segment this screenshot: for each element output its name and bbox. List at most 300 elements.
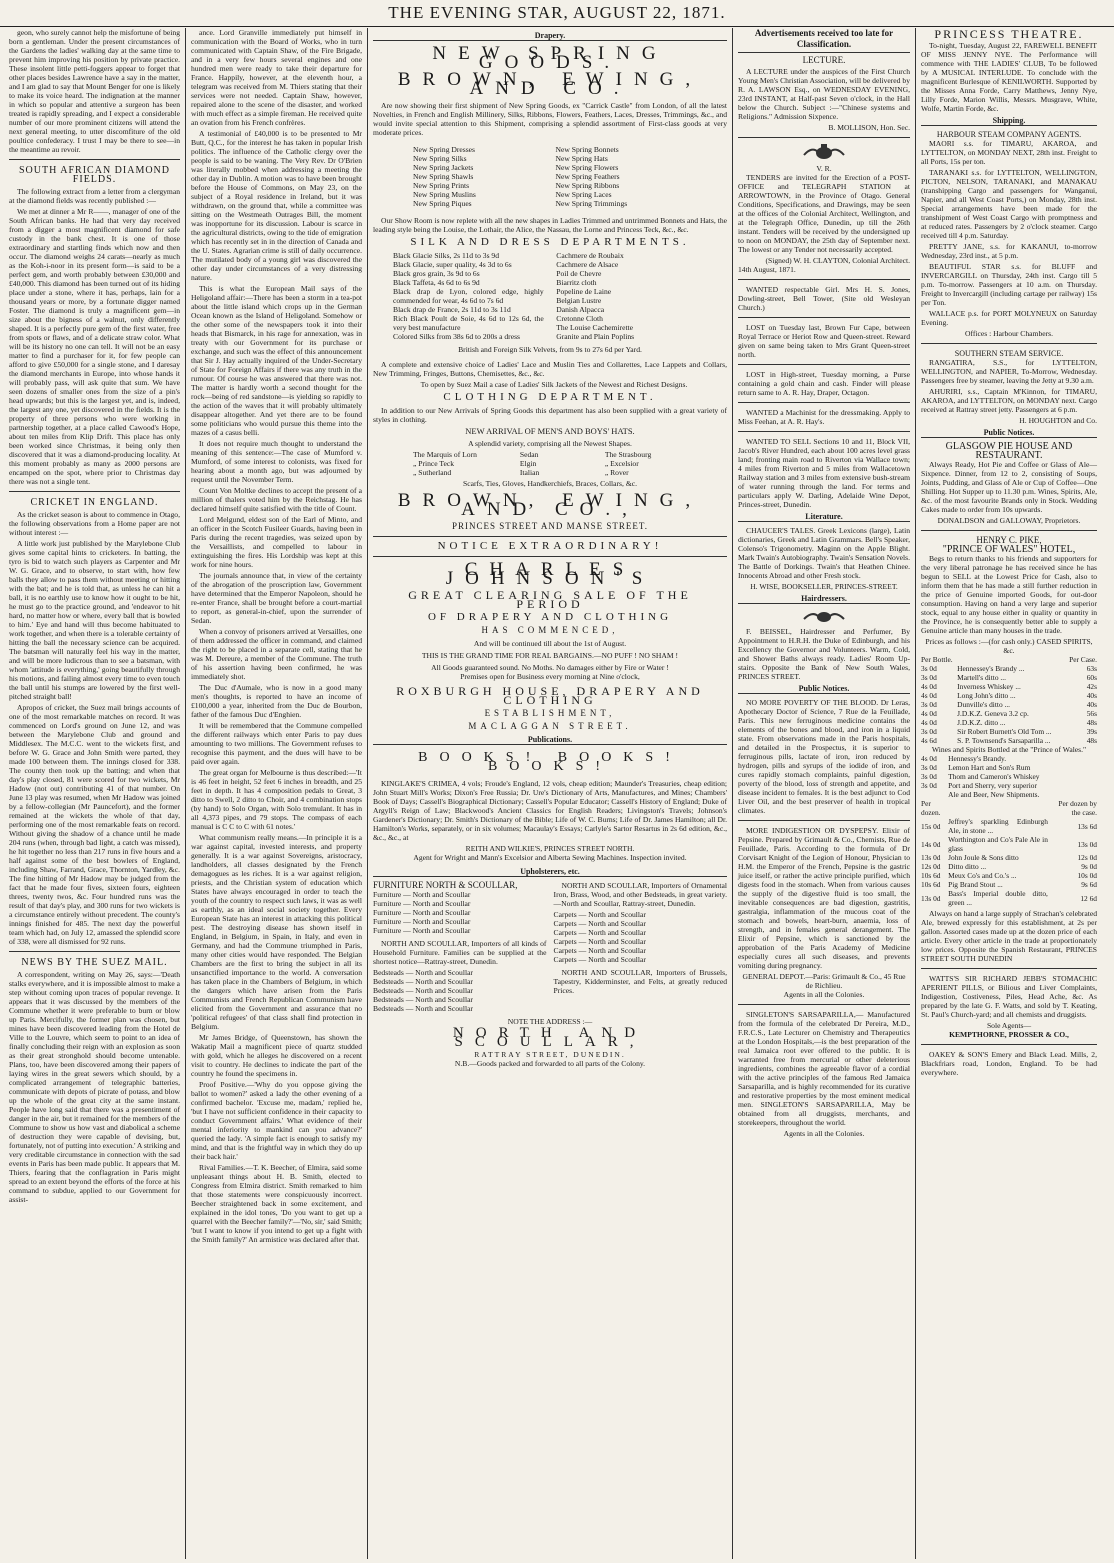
ad-headline: V. R. (816, 164, 832, 173)
ad-headline: GREAT CLEARING SALE OF THE PERIOD (408, 588, 692, 611)
ad-subheading: SOUTHERN STEAM SERVICE. (954, 349, 1064, 358)
ad-signature: H. WISE, BOOKSELLER, PRINCES-STREET. (750, 582, 898, 591)
list-item: New Spring Prints (413, 181, 470, 190)
list-item: New Spring Ribbons (555, 181, 620, 190)
table-cell: 40s (1086, 700, 1097, 709)
shipping-ad: MAORI s.s. for TIMARU, AKAROA, and LYTTELTON, on MONDAY NEXT, 28th inst. Freight to all Ports, 15s per ton. (921, 139, 1097, 166)
list-item: Bedsteads — North and Scoullar (373, 977, 473, 986)
table-row (921, 835, 1097, 853)
table-row (921, 862, 1097, 871)
list-item: Bedsteads — North and Scoullar (373, 986, 473, 995)
ad-text: NORTH AND SCOULLAR, Importers of Ornamental Iron, Brass, Wood, and other Bedsteads, in great variety.—North and Scoullar, Rattray-street, Dunedin. (553, 881, 727, 908)
ad-subheading: HAS COMMENCED, (481, 625, 619, 635)
table-cell: 3s 0d (921, 727, 937, 736)
article-text: Count Von Moltke declines to accept the present of a million of thalers voted him by the Reichstag. He has declared himself quite satisfied with the title of Count. (191, 486, 362, 513)
price-table-ales (921, 754, 1097, 907)
table-row (921, 700, 1097, 709)
table-cell (1048, 772, 1097, 781)
divider (9, 951, 180, 952)
list-item: Biarritz cloth (556, 278, 597, 287)
ad-text: TENDERS are invited for the Erection of a POST-OFFICE and TELEGRAPH STATION at ARROWTOWN, in the Province of Otago. General Conditions, Specifications, and Drawings, may be seen at the offices of the Colonial Architect, Wellington, and at the Telegraph Office, Dunedin, up till the 26th instant. Tenders will be received by the undersigned up to noon on MONDAY, the 25th day of September next. The lowest or any Tender not necessarily accepted. (738, 173, 910, 254)
table-row (921, 682, 1097, 691)
ad-subheading: ESTABLISHMENT, (484, 708, 616, 718)
table-cell: Worthington and Co's Pale Ale in glass (948, 835, 1048, 853)
ad-text: Agents in all the Colonies. (783, 990, 865, 999)
list-item: Carpets — North and Scoullar (553, 937, 646, 946)
table-cell: S. P. Townsend's Sarsaparilla ... (957, 736, 1051, 745)
article-text: Lord Melgund, eldest son of the Earl of Minto, and an officer in the Scotch Fusileer Guards, having been in Paris during the recent tragedies, was seized upon by the Versaillists, and compelled to labour in extinguishing the fires. His Lordship was kept at this work for nine hours. (191, 515, 362, 569)
divider (921, 343, 1097, 344)
list-item: New Spring Dresses (413, 145, 476, 154)
list-item: New Spring Piques (413, 199, 472, 208)
ad-firm-name: CHARLES JOHNSON'S (445, 559, 655, 589)
table-cell: Bass's Imperial double ditto, green ... (948, 889, 1048, 907)
table-cell: Hennessey's Brandy ... (957, 664, 1025, 673)
article-text: It will be remembered that the Commune compelled the different railways which enter Paris to pay dues amounting to two millions. The Government refuses to recognise this payment, and the dues will have to be paid over again. (191, 721, 362, 766)
table-cell: 13s 0d (1077, 839, 1097, 849)
article-text: The Duc d'Aumale, who is now in a good many men's thoughts, is reported to have an income of £100,000 a year, inherited from the Duc de Bourbon, father of the famous Duc d'Enghien. (191, 683, 362, 719)
ad-signature: B. MOLLISON, Hon. Sec. (828, 123, 910, 132)
list-item: New Spring Jackets (413, 163, 474, 172)
table-cell: 4s 0d (921, 682, 937, 691)
ad-headline: ROXBURGH HOUSE, DRAPERY AND CLOTHING (396, 684, 704, 707)
list-item: New Spring Laces (555, 190, 612, 199)
list-item: New Spring Feathers (555, 172, 620, 181)
list-item: Granite and Plain Poplins (556, 332, 635, 341)
ad-text: Offices : Harbour Chambers. (964, 329, 1053, 338)
list-item: Sedan (519, 450, 539, 459)
list-item: Carpets — North and Scoullar (553, 946, 646, 955)
article-text: This is what the European Mail says of the Heligoland affair:—There has been a storm in a tea-pot about the little island which crops up in the German Ocean known as the Island of Heligoland. Somehow or the other some of the newspapers took it into their heads that Bismarck, in his rage for annexation, was in treaty with our Government for its purchase or exchange, and such was the effect of this announcement that Sir J. Hay actually inquired of the Under-Secretary of State for Foreign Affairs if there was any truth in the rumour. Of course he was answered that there was not. The matter is hardly worth a second thought for the rock—being of red sandstone—is yielding so rapidly to the action of the waves that it will probably ultimately disappear altogether. And yet there are to be found some politicians who would pursue this theme into the mazes of a casus belli. (191, 284, 362, 437)
lecture-ad (738, 56, 910, 132)
price-table-spirits (921, 655, 1097, 745)
section-heading: Advertisements received too late for Classification. (738, 28, 910, 53)
list-item: Black Glacie Silks, 2s 11d to 3s 9d (393, 251, 500, 260)
table-cell (1048, 763, 1097, 772)
table-row (921, 727, 1097, 736)
ad-text: A splendid variety, comprising all the Newest Shapes. (468, 439, 632, 448)
royal-crest-icon (796, 608, 852, 624)
list-item: Black Taffeta, 4s 6d to 6s 9d (393, 278, 480, 287)
ad-text: Wines and Spirits Bottled at the "Prince of Wales." (931, 745, 1087, 754)
divider (921, 1044, 1097, 1045)
divider (738, 820, 910, 821)
ad-headline: "PRINCE OF WALES" HOTEL, (942, 544, 1076, 555)
list-item: Black gros grain, 3s 9d to 6s (393, 269, 480, 278)
table-row (921, 763, 1097, 772)
column-5 (916, 28, 1102, 1559)
divider (738, 431, 910, 432)
ad-firm-name: HENRY C. PIKE, (976, 535, 1042, 545)
ad-text: Always on hand a large supply of Strachan's celebrated Ale, brewed expressly for this establishment, at 2s per gallon. Assorted cases made up at the dozen price of each article. Every other article in the trade at proportionately low prices. Opposite the Spanish Restaurant, PRINCES STREET SOUTH DUNEDIN (921, 909, 1097, 963)
article-text: geon, who surely cannot help the misfortune of being born a gentleman. Under the present circumstances of the Gardens the ladies' walking day at the same time to prevent him improving his position by private practice. These insolent little petti-foggers appear to forget that other places besides Lawrence have a say in the matter, and I am glad to say that Mount Benger for one is likely to make its voice heard. The indignation at the manner in which so popular and attentive a surgeon has been treated is rapidly spreading, and I expect a considerable number of our more prominent citizens will attend the next general meeting, to utter discomfiture of the old poultice confederacy. I trust I may be there to see—in the meantime au revoir. (9, 28, 180, 154)
table-cell: 10s 0d (1077, 871, 1097, 880)
table-cell: 3s 0d (921, 763, 937, 772)
table-cell: 13s 6d (1077, 821, 1097, 831)
table-cell: 4s 0d (921, 709, 937, 718)
ad-headline: NEW SPRING GOODS. (432, 43, 668, 73)
column-3-drapery (368, 28, 733, 1559)
table-cell: Inverness Whiskey ... (957, 682, 1021, 691)
ad-headline: PRINCESS THEATRE. (934, 28, 1084, 41)
table-cell: 4s 0d (921, 691, 937, 700)
ad-text: GENERAL DEPOT.—Paris: Grimault & Co., 45 Rue de Richlieu. (742, 972, 906, 990)
list-item: Poil de Chevre (556, 269, 602, 278)
article-text: A little work just published by the Marylebone Club gives some capital hints to cricketers. In batting, the tyro is bid to watch such players as Carpenter and Mr W. G. Grace, and to observe, to start with, how few balls they allow to pass them without meeting or hitting with the bat; and he is told that, as unless he can hit a ball, it is no earthly use to know how it ought to be hit, he must go to the practice ground, and 'endeavor to hit hard, no matter how or where, every ball that is bowled to him.' Eye and hand will thus become habituated to work together, and when there is a tolerable certainty of hitting the ball the necessary science can be acquired. The batsman will naturally feel his way in the matter, and will be more ludicrous than to see a batsman, with whom 'attitude is everything,' going beautifully through his motions, and failing almost every time to even touch the ball until his stumps are lowered by the first well-pitched straight ball! (9, 539, 180, 701)
divider (738, 137, 910, 138)
table-cell (1048, 754, 1097, 763)
ad-text: WATTS'S SIR RICHARD JEBB'S STOMACHIC APERIENT PILLS, or Bilious and Liver Complaints, Indigestion, Costiveness, Piles, Head Ache, &c. As prepared by the late G. F. Watts, and sold by T. Keating, St. Paul's Church-yard; and all chemists and druggists. (921, 974, 1097, 1019)
table-row (921, 889, 1097, 907)
article-text: When a convoy of prisoners arrived at Versailles, one of them addressed the officer in command, and claimed the right to be placed in a separate cell, stating that he was M. Dereure, a member of the Commune. The truth of his assertion having been confirmed, he was immediately shot. (191, 627, 362, 681)
silk-list (393, 251, 707, 341)
article-text: The journals announce that, in view of the certainty of the abrogation of the proscription law, Government have determined that the Emperor Napoleon, should he re-enter France, shall be brought before a court-martial to report, as general-in-chief, upon the surrender of Sedan. (191, 571, 362, 625)
divider (738, 279, 910, 280)
list-item: Carpets — North and Scoullar (553, 919, 646, 928)
section-heading: Publications. (373, 735, 727, 745)
ad-firm-name: NORTH AND SCOULLAR, (452, 1025, 648, 1050)
ad-text: Begs to return thanks to his friends and supporters for the very liberal patronage he has received since he has begun to SELL at the Lowest Price for Cash, also to inform them that he has made a still further reduction in the price of Genuine imported Goods, for out-door consumption. Having on hand a very large and superior stock, equal to any house either in quality or quantity in the Province, he is consequently better able to supply a Genuine article than many houses in the trade. (921, 554, 1097, 635)
table-cell: J.D.K.Z. ditto ... (957, 718, 1006, 727)
table-cell: Dunville's ditto ... (957, 700, 1011, 709)
table-cell: 40s (1086, 691, 1097, 700)
divider (738, 1004, 910, 1005)
spring-goods-list (413, 145, 687, 208)
list-item: New Spring Bonnets (555, 145, 619, 154)
table-cell: 14s 0d (921, 839, 941, 849)
list-item: Bedsteads — North and Scoullar (373, 1004, 473, 1013)
ad-address: PRINCES STREET AND MANSE STREET. (452, 521, 648, 531)
ad-text: Agents in all the Colonies. (783, 1129, 865, 1138)
table-cell: John Joule & Sons ditto (948, 853, 1019, 862)
ad-text: NORTH AND SCOULLAR, Importers of Brussels, Tapestry, Kidderminster, and Felts, at greatly reduced Prices. (553, 968, 727, 995)
list-item: New Spring Silks (413, 154, 467, 163)
list-item: Black drap de Lyon, colored edge, highly commended for wear, 4s 6d to 7s 6d (393, 287, 544, 305)
table-row (921, 736, 1097, 745)
ad-text: KINGLAKE'S CRIMEA, 4 vols; Froude's England, 12 vols, cheap edition; Maunder's Treasuries, cheap edition; John Stuart Mill's Works; Dixon's Free Russia; Dr. Ure's Dictionary of Arts, Manufactures, and Mines; Chambers' Book of Days; Cassell's Biographical Dictionary; Cassell's Popular Educator; Cassell's History of England; Duke of Argyll's Reign of Law; Blackwood's Ancient Classics for English Readers; Livingston's Travels; Johnson's Gardener's Dictionary; Dr. Smith's Dictionary of the Bible; Life of W. C. Burns; Life of Dr. James Hamilton; all Dr. Hamilton's Works, separately, or in six volumes; Macaulay's Essays; Carlyle's Sartor Resartus in 2s 6d edition, &c., &c., &c., at (373, 779, 727, 842)
table-cell: 12s 0d (921, 862, 941, 871)
shipping-ad: BEAUTIFUL STAR s.s. for BLUFF and INVERCARGILL on Thursday, 24th inst. Cargo till 5 p.m. To-morrow. Passengers at 10 a.m. on Thursday. Freight to Invercargill (including cartage per railway) 15s per Ton. (921, 262, 1097, 307)
ad-text: OAKEY & SON'S Emery and Black Lead. Mills, 2, Blackfriars road, London, England. To be had everywhere. (921, 1050, 1097, 1077)
table-row (921, 817, 1097, 835)
table-row (921, 718, 1097, 727)
table-cell: Sir Robert Burnett's Old Tom ... (957, 727, 1052, 736)
table-cell: 56s (1086, 709, 1097, 718)
list-item: New Spring Shawls (413, 172, 474, 181)
ad-text: All Goods guaranteed sound. No Moths. No damages either by Fire or Water ! (431, 663, 669, 672)
spring-list-right (555, 145, 687, 208)
divider (373, 556, 727, 557)
section-heading: Shipping. (921, 116, 1097, 126)
list-item: Furniture — North and Scoullar (373, 890, 471, 899)
divider (921, 530, 1097, 531)
table-cell: 3s 0d (921, 673, 937, 682)
ad-text: THIS IS THE GRAND TIME FOR REAL BARGAINS.—NO PUFF ! NO SHAM ! (421, 651, 679, 660)
ad-text: A complete and extensive choice of Ladies' Lace and Muslin Ties and Collarettes, Lace Lappets and Collars, New Trimming, Fringes, Buttons, Chemisettes, &c., &c. (373, 360, 727, 378)
table-cell: 3s 0d (921, 781, 937, 790)
ad-text: To open by Suez Mail a case of Ladies' Silk Jackets of the Newest and Richest Designs. (420, 380, 688, 389)
column-2 (186, 28, 368, 1559)
ad-text: Our Show Room is now replete with all the new shapes in Ladies Trimmed and untrimmed Bonnets and Hats, the leading style being the Louise, the Lothair, the Alice, the Nassau, the Lorne and Princess Teck, &c., &c. (373, 216, 727, 234)
table-cell: 48s (1086, 736, 1097, 745)
table-cell: J.D.K.Z. Geneva 3.2 cp. (957, 709, 1029, 718)
table-cell (948, 799, 1048, 817)
table-cell: 42s (1086, 682, 1097, 691)
ad-subheading: MACLAGGAN STREET. (468, 721, 632, 731)
table-cell: 12 6d (1080, 893, 1097, 903)
shipping-ad: RANGATIRA, S.S., for LYTTELTON, WELLINGTON, and NAPIER, To-Morrow, Wednesday. Passengers free by steamer, leaving the Jetty at 9.30 a.m. (921, 358, 1097, 385)
table-cell: Meux Co's and Co.'s ... (948, 871, 1017, 880)
table-cell: 4s 0d (921, 718, 937, 727)
table-cell: 13s 0d (921, 893, 941, 903)
article-text: What communism really means.—In principle it is a war against capital, invested interests, and property generally. It is a war against Sovereigns, aristocracy, landholders, all classes designated by the French demagogues as les riches. It is a war against religion, priests, and the Christian system of education which States have always encouraged in order to teach the youth of the country to respect such laws, it was as well as earthly, as an ideal social society together. Every European State has an interest in attacking this political pest. The destroying disease has shown itself in England, in Belgium, in Spain, in Italy, and even in Germany, and had the Commune triumphed in Paris, many other cities would have responded. The Belgian Chambers are the first to bring the subject in all its unsanctified importance to the world. A conversation has taken place in the Chambers of Belgium, in which the dangers which have arisen from the Paris Communists and French Republican Communism have elicited from the Government and assurance that no 'political refugees' of that class shall find protection in Belgium. (191, 833, 362, 1031)
table-cell: Per dozen. (921, 799, 941, 817)
table-cell: Ale and Beer, New Shipments. (948, 790, 1040, 799)
table-cell: 3s 0d (921, 700, 937, 709)
list-item: „ Rover (604, 468, 629, 477)
divider (921, 968, 1097, 969)
divider (738, 317, 910, 318)
ad-address: RATTRAY STREET, DUNEDIN. (474, 1050, 626, 1059)
table-row (921, 799, 1097, 817)
ad-text: NO MORE POVERTY OF THE BLOOD. Dr Leras, Apothecary Doctor of Science, 7 Rue de la Feuillade, Paris. This new ferruginous medicine contains the elements of the bones and blood, and iron in a liquid state. From observations made in the Paris hospitals, and detailed in the Prospectus, it is superior to ferruginous pills, lactate of iron, iron reduced by hydrogen, pills and syrups of the iodide of iron, and cures rapidly stomach complaints, painful digestion, poverty of the blood, loss of strength and appetite, and disease incident to females. It is the best adjunct to Cod Liver Oil, and the best preserver of health in tropical climates. (738, 698, 910, 815)
divider (373, 536, 727, 537)
column-4 (733, 28, 916, 1559)
table-cell: 3s 0d (921, 664, 937, 673)
table-row (921, 655, 1097, 664)
ad-text: F. BEISSEL, Hairdresser and Perfumer, By Appointment to H.R.H. the Duke of Edinburgh, and his Excellency the Governor and Volunteers. Warm, Cold, and Shower Baths always ready. Ladies' Room Up-stairs. Opposite the Bank of New South Wales, PRINCES STREET. (738, 627, 910, 681)
ad-text: MORE INDIGESTION OR DYSPEPSY. Elixir of Pepsine. Prepared by Grimault & Co., Chemists, Rue de Feuillade, Paris. According to the formula of Dr Corvisart Knight of the Legion of Honour, Physician to H.M. the Emperor of the French, Pepsine is the gastric juice itself, or rather the active principle purified, which digests food in the stomach. When from various causes the supply of the digestive fluid is too small, the inevitable consequences are bad digestion, gastritis, gastralgia, inflammation of the mucous coat of the stomach and bowels, heart-burn, anaemia, loss of strength, and in females general derangement. The Elixir of Pepsine, which is sanctioned by the approbation of the Paris Academy of Medicine especially cures all such diseases, and prevents vomiting during pregnancy. (738, 826, 910, 970)
ad-text: CHAUCER'S TALES. Greek Lexicons (large), Latin dictionaries, Greek and Latin Grammars. Bell's Speaker, Colenso's Trigonometry. Maginn on the Apple Blight. Mark Twain's Autobiography. Twain's Sensation Novels. The Battle of Dorkings. Twain's that Heathen Chinee. Innocents Abroad and other Fresh stock. (738, 526, 910, 580)
list-item: Carpets — North and Scoullar (553, 955, 646, 964)
tenders-ad (738, 143, 910, 274)
columns (4, 28, 1110, 1559)
shipping-ad: AHURIRI, s.s., Captain M'Kinnon, for TIMARU, AKAROA, and LYTTELTON, on MONDAY next. Cargo received at Rattray street jetty. Passengers at 6 p.m. (921, 387, 1097, 414)
ad-headline: NOTICE EXTRAORDINARY! (437, 540, 663, 552)
list-item: Furniture — North and Scoullar (373, 908, 471, 917)
table-cell: 13s 0d (921, 853, 941, 862)
list-item: Cachmere de Alsace (556, 260, 619, 269)
ad-text: And will be continued till about the 1st of August. (473, 639, 627, 648)
ad-signature: H. HOUGHTON and Co. (1019, 416, 1097, 425)
furniture-ads (373, 881, 546, 1013)
list-item: Elgin (519, 459, 537, 468)
shipping-ad: PRETTY JANE, s.s. for KAKANUI, to-morrow Wednesday, 23rd inst., at 5 p.m. (921, 242, 1097, 260)
table-cell: Port and Sherry, very superior (948, 781, 1037, 790)
shipping-ad: WALLACE p.s. for PORT MOLYNEUX on Saturday Evening. (921, 309, 1097, 327)
list-item: The Strasbourg (604, 450, 652, 459)
table-cell: 60s (1086, 673, 1097, 682)
ad-headline: FURNITURE NORTH & SCOULLAR, (373, 880, 518, 890)
list-item: Carpets — North and Scoullar (553, 928, 646, 937)
table-cell: Martell's ditto ... (957, 673, 1006, 682)
article-text: Apropos of cricket, the Suez mail brings accounts of one of the most remarkable matches on record. It was commenced on Lord's ground on June 12, and was between the Marylebone Club and ground and Middlesex. The M.C.C. went to the wickets first, and before W. G. Grace and John Smith were parted, they made 100 between them. The innings closed for 338. The county then took up the batting; and when that day's play closed, 81 were scored for two wickets, Mr Hadow (not out) contributing 41 of that number. On June 13 play was resumed, when Mr Hadow was joined by a fellow-collegian (Mr Pauncefort), and the former remained at the wickets the whole of that day, performing one of the most remarkable feats on record. Without giving the shadow of a chance until he made 204 runs (when, through bad light, a catch was missed), he hit together no less than 217 runs in five hours and a half against some of the best bowlers of England, including Shaw, Farrand, Grace, Thornton, Yardley, &c. The fine hitting of Mr Hadow may be judged from the fact that he made four fives, sixteen fours, eighteen threes, twenty twos, &c. Four hundred runs was the result of that day's play, and 300 runs for two wickets is a circumstance entirely without precedent. The county's innings finished for 485. The next day the powerful team which had, on July 12, amassed the splendid score of 338, were all dismissed for 92 runs. (9, 703, 180, 946)
article-text: Mr James Bridge, of Queenstown, has shown the Wakatip Mail a magnificent piece of quartz studded with gold, which he alleges he discovered on a recent visit to country. He declines to indicate the part of the country he found the specimens in. (191, 1033, 362, 1078)
article-text: As the cricket season is about to commence in Otago, the following observations from a Home paper are not without interest :— (9, 510, 180, 537)
table-row (921, 880, 1097, 889)
upholsterers-block (373, 881, 727, 1013)
section-heading: Drapery. (373, 31, 727, 41)
ad-text: Are now showing their first shipment of New Spring Goods, ex "Carrick Castle" from London, of all the latest Novelties, in French and English Millinery, Silks, Ribbons, Flowers, Feathers, Laces, Dresses, Trimmings, &c., and would invite special attention to this Shipment, comprising a splendid assortment of First-class goods at very moderate prices. (373, 101, 727, 137)
article-heading: CRICKET IN ENGLAND. (30, 497, 159, 508)
ad-signature: DONALDSON and GALLOWAY, Proprietors. (937, 516, 1081, 525)
table-cell: Jeffrey's sparkling Edinburgh Ale, in stone ... (948, 817, 1048, 835)
list-item: Black Glacie, super quality, 4s 3d to 6s (393, 260, 512, 269)
table-cell: 12s 0d (1077, 853, 1097, 862)
table-cell: 15s 0d (921, 821, 941, 831)
price-list-heading: Prices as follows :—(for cash only.) CASED SPIRITS, &c. (925, 637, 1093, 655)
ad-text: NORTH AND SCOULLAR, Importers of all kinds of Household Furniture. Families can be supplied at the shortest notice—Rattray-street, Dunedin. (373, 939, 547, 966)
ad-text: Premises open for Business every morning at Nine o'clock, (460, 672, 640, 681)
table-row (921, 853, 1097, 862)
list-item: „ Sutherland (413, 468, 452, 477)
table-cell: 3s 0d (921, 772, 937, 781)
section-heading: Public Notices. (738, 684, 910, 694)
list-item: Belgian Lustre (556, 296, 602, 305)
section-heading: Public Notices. (921, 428, 1097, 438)
table-cell: Long John's ditto ... (957, 691, 1016, 700)
classified-ad: WANTED TO SELL Sections 10 and 11, Block VII, Jacob's River Hundred, each about 100 acres level grass land; fronting main road to Riverton via Wallace town; 4 miles from Riverton and 5 miles from Wallacetown Railway station and 3 miles from extensive bush-stream of water running through the land. For terms and particulars apply W. Darling, Adelaide Wine Depot, Princes-street, Dunedin. (738, 437, 910, 509)
list-item: Furniture — North and Scoullar (373, 899, 471, 908)
article-text: Rival Families.—T. K. Beecher, of Elmira, said some unpleasant things about H. B. Smith, elected to Congress from Elmira district. Smith remarked to him that those statements were conspicuously incorrect. Beecher straightened back in some excitement, and explained in the idol tones, 'Do you want to get up a quarrel with the Beecher family?'—'No, sir,' said Smith; 'but I want to know if you intend to get up a fight with the Smith family?' An armistice was declared after that. (191, 1163, 362, 1244)
masthead: THE EVENING STAR, AUGUST 22, 1871. (0, 0, 1114, 27)
article-text: A correspondent, writing on May 26, says:—'Death stalks everywhere, and it is impossible almost to make a step without coming upon traces of popular revenge. It appears that it was discussed by the members of the Commune whether it were preferable to burn or blow up Paris. Mercifully, the former plan was chosen, but mines have been discovered leading from the Hotel de Ville to the Louvre, which seem to point to an idea of finally concluding their reign with an explosion as soon as their great stronghold should become untenable. Plans, too, have been discovered among their papers of laying wires in the great sewers which should, by a complicated arrangement of telegraphic batteries, communicate with depots of picrate of potass, and blow up the whole of the great city at the same instant. People have long said that there was a presentiment of danger in the air, but it remained for the members of the Commune to show us how vast and diabolical a scheme of destruction they were capable of devising, but, fortunately, not of putting into execution.' A striking and very creditable circumstance in connection with the sad events in Paris has been made public. It appears that M. Thiers, fearing that the conflagration in Paris might spread to an extent beyond the efforts of the force at his command to subdue, applied to our Government for assist- (9, 970, 180, 1204)
table-cell: Per Case. (1069, 655, 1097, 664)
list-item: Danish Alpacca (556, 305, 605, 314)
table-cell: Ditto ditto ... (948, 862, 987, 871)
table-cell: 4s 6d (921, 736, 937, 745)
ad-firm-name: KEMPTHORNE, PROSSER & CO., (949, 1030, 1069, 1039)
table-cell: Hennessy's Brandy. (948, 754, 1007, 763)
silk-list-right (556, 251, 707, 341)
table-row (921, 673, 1097, 682)
ad-subheading: SILK AND DRESS DEPARTMENTS. (410, 236, 690, 248)
ad-firm-name: BROWN, EWING, AND CO., (397, 490, 703, 520)
table-cell: Pig Brand Stout ... (948, 880, 1003, 889)
table-row (921, 871, 1097, 880)
ad-text: British and Foreign Silk Velvets, from 9s to 27s 6d per Yard. (458, 345, 642, 354)
table-row (921, 709, 1097, 718)
ad-text: NOTE THE ADDRESS :— (507, 1017, 593, 1026)
table-cell (1048, 790, 1097, 799)
ad-text: Always Ready, Hot Pie and Coffee or Glass of Ale—Sixpence. Dinner, from 12 to 2, consisting of Soups, Joints, Pudding, and Glass of Ale or Cup of Coffee—One Shilling. Hot Supper up to 11.30 p.m. Wines, Spirits, Ale, &c. of the most favourite Brands only in Stock. Wedding Cakes made to order from 10s upwards. (921, 460, 1097, 514)
divider (738, 402, 910, 403)
section-heading: Upholsterers, etc. (373, 867, 727, 877)
ad-headline: BOOKS! BOOKS! BOOKS! (418, 750, 682, 774)
table-cell: Per dozen by the case. (1058, 799, 1097, 817)
table-cell: Per Bottle. (921, 655, 953, 664)
table-cell (957, 655, 1065, 664)
article-heading: NEWS BY THE SUEZ MAIL. (21, 957, 168, 968)
list-item: Furniture — North and Scoullar (373, 926, 471, 935)
article-text: The following extract from a letter from a clergyman at the diamond fields was recently published :— (9, 187, 180, 205)
divider (9, 491, 180, 492)
ad-subheading: OF DRAPERY AND CLOTHING (427, 611, 673, 623)
section-heading: Hairdressers. (738, 594, 910, 604)
table-cell: 10s 6d (921, 880, 941, 889)
ad-text: N.B.—Goods packed and forwarded to all parts of the Colony. (454, 1059, 646, 1068)
carpet-ads (554, 881, 727, 1013)
table-cell: 9s 6d (1081, 880, 1097, 889)
hats-mid (520, 450, 589, 477)
table-cell: Thom and Cameron's Whiskey (948, 772, 1040, 781)
table-cell: 10s 6d (921, 871, 941, 880)
list-item: Rich Black Poult de Soie, 4s 6d to 12s 6d, the very best manufacture (393, 314, 544, 332)
article-text: We met at dinner a Mr R——, manager of one of the South African banks. He had that very day received from a digger a most magnificent diamond for safe custody in the bank chest. It is one of those extraordinary and startling finds which now and then occur. The diamond weighs 24 carats—nearly as much as the Koh-i-noor in its present form—is said to be a perfect gem, and worth probably between £30,000 and £40,000. This diamond has been turned out of its hiding place under a stone, where it has, perhaps, lain for a thousand years or more, by a fortunate digger named Foster. The diamond is truly a magnificent gem—in size about the bigness of a walnut, only differently shaped. It is a perfectly pure gem of the first water, free from spots or flaws, and of a delicate straw color. What will be its history no one can tell. It will not be an easy matter to find a purchaser for it, for few people can afford to give £50,000 for a single stone, and I daresay the diamond merchants in Europe, into whose hands it will probably pass, will ask quite that sum. We have seen dozens of smaller ones from the size of a pin's head upwards; but this is the largest yet, and is, indeed, the largest any one, yet discovered in the fields. It is the property of three persons who were working in partnership together, at a place called Cawood's Hope, about ten miles from Klip Drift. This place has only been worked since Christmas, it being only then discovered that it was a diamond-producing locality. At this moment probably as many as 2000 persons are encamped on the spot, where prior to Christmas day there was not a single tent. (9, 207, 180, 486)
list-item: Colored Silks from 38s 6d to 200s a dress (393, 332, 520, 341)
divider (738, 364, 910, 365)
list-item: „ Excelsior (604, 459, 639, 468)
list-item: Furniture — North and Scoullar (373, 917, 471, 926)
article-text: It does not require much thought to understand the meaning of this sentence:—The case of Mumford v. Mumford, of some interest to colonists, was fixed for hearing about a month ago, but was adjourned by request until the November Term. (191, 439, 362, 484)
table-cell: 4s 0d (921, 754, 937, 763)
ad-headline: GLASGOW PIE HOUSE AND RESTAURANT. (945, 441, 1073, 461)
ad-text: Sole Agents— (986, 1021, 1032, 1030)
article-text: A testimonial of £40,000 is to be presented to Mr Butt, Q.C., for the interest he has taken in popular Irish politics. The influence of the Catholic clergy over the people is said to be waning. The Very Rev. Dr O'Brien was literally mobbed when addressing a meeting the other day in Dublin. A motion was to have been brought before the House of Commons, on May 23, on the subject of a Royal residence in Ireland, but it was withdrawn, on the ground that, while a committee was sitting on the Westmeath Outrages Bill, the moment was inopportune for its discussion. Labour is scarce in the agricultural districts, owing to the tide of emigration which has recently set in in the direction of Canada and the U. States. Agrarian crime is still of daily occurrence. The mutilated body of a young girl was discovered the other day under circumstances of a very distressing nature. (191, 129, 362, 282)
list-item: The Marquis of Lorn (413, 450, 477, 459)
table-row (921, 772, 1097, 781)
shipping-ad: TARANAKI s.s. for LYTTELTON, WELLINGTON, PICTON, NELSON, TARANAKI, and MANAKAU (transhipping Cargo and passengers for Wanganui, Napier, and all West Coast Ports,) on Monday, 28th inst. Special arrangements have been made for the transhipment of West Coast Cargo with promptness and at reduced rates. Passengers by 2 o'clock steamer. Cargo received till 4 p.m. Saturday. (921, 168, 1097, 240)
ad-subheading: NEW ARRIVAL OF MEN'S AND BOYS' HATS. (465, 426, 635, 436)
classified-ad: LOST in High-street, Tuesday morning, a Purse containing a gold chain and cash. Finder will please return same to A. R. Hay, Draper, Octagon. (738, 370, 910, 397)
list-item: Bedsteads — North and Scoullar (373, 968, 473, 977)
royal-crest-icon (794, 143, 854, 161)
ad-text: Scarfs, Ties, Gloves, Handkerchiefs, Braces, Collars, &c. (463, 479, 637, 488)
hats-left (413, 450, 503, 477)
list-item: New Spring Muslins (413, 190, 476, 199)
article-text: The great organ for Melbourne is thus described:—'It is 46 feet in height, 52 feet 6 inches in breadth, and 25 feet in depth. It has 4 composition pedals to Great, 3 ditto to Swell, 2 ditto to Choir, and 4 combination stops (by hand) to Solo Organ, with Solo tremulant. It has in all 4,373 pipes, and 79 stops. The compass of each manual is C C to C with 61 notes.' (191, 768, 362, 831)
classified-ad: WANTED respectable Girl. Mrs H. S. Jones, Dowling-street, Bell Tower, (Site old Wesleyan Church.) (738, 285, 910, 312)
hats-right (605, 450, 687, 477)
hats-list (413, 450, 687, 477)
ad-firm-name: BROWN, EWING, AND CO. (397, 69, 703, 99)
list-item: Italian (519, 468, 540, 477)
table-row (921, 754, 1097, 763)
table-cell: Lemon Hart and Son's Rum (948, 763, 1031, 772)
section-heading: Literature. (738, 512, 910, 522)
ad-address: REITH AND WILKIE'S, PRINCES STREET NORTH. (465, 844, 635, 853)
list-item: Cretonne Cloth (556, 314, 603, 323)
ad-headline: LECTURE. (802, 55, 846, 65)
ad-date: 14th August, 1871. (738, 265, 796, 274)
ad-subheading: CLOTHING DEPARTMENT. (443, 391, 657, 403)
list-item: New Spring Flowers (555, 163, 619, 172)
list-item: Carpets — North and Scoullar (553, 910, 646, 919)
list-item: Cachmere de Roubaix (556, 251, 624, 260)
ad-text: In addition to our New Arrivals of Spring Goods this department has also been supplied with a great variety of styles in clothing. (373, 406, 727, 424)
list-item: Popeline de Laine (556, 287, 612, 296)
table-cell: 9s 0d (1081, 862, 1097, 871)
list-item: New Spring Trimmings (555, 199, 628, 208)
ad-text: Agent for Wright and Mann's Excelsior and Alberta Sewing Machines. Inspection invited. (413, 853, 687, 862)
classified-ad: LOST on Tuesday last, Brown Fur Cape, between Royal Terrace or Heriot Row and Queen-street. Reward given on same being taken to Mrs Grant Queen-street north. (738, 323, 910, 359)
table-row (921, 664, 1097, 673)
article-text: ance. Lord Granville immediately put himself in communication with the Board of Works, who in turn communicated with Captain Shaw, of the Fire Brigade, and in a very few hours several engines and one hundred men were ready to take their departure for France. Happily, however, at the eleventh hour, a telegram was received from M. Thiers stating that their services were not needed. Captain Shaw, however, repaired alone to the scene of the disaster, and worked with much effect as a simple fireman. He received quite an ovation from his French confrères. (191, 28, 362, 127)
spring-list-left (413, 145, 545, 208)
ad-text: A LECTURE under the auspices of the First Church Young Men's Christian Association, will be delivered by R. A. LAWSON Esq., on WEDNESDAY EVENING, 23rd INSTANT, at Half-past Seven o'clock, in the Hall below the Church. Subject :—"Chinese systems and Religions." Admission Sixpence. (738, 67, 910, 121)
table-cell: 39s (1086, 727, 1097, 736)
ad-text: SINGLETON'S SARSAPARILLA,— Manufactured from the formula of the celebrated Dr Pereira, M.D., F.R.C.S., Late Lecturer on Chemistry and Therapeutics at the London Hospitals,—is the best preparation of the real Jamaica root ever offered to the public. It is warranted free from mercurial or other deleterious ingredients, combines the agreeable flavor of a cordial with the active principles of the famous Red Jamaica Sarsaparilla, and is highly recommended for its curative and restorative properties by the most eminent medical men. SINGLETON'S SARSAPARILLA, May be obtained from all druggists, merchants, and storekeepers, throughout the world. (738, 1010, 910, 1127)
table-row (921, 790, 1097, 799)
list-item: „ Prince Teck (413, 459, 455, 468)
table-cell: 48s (1086, 718, 1097, 727)
article-heading: SOUTH AFRICAN DIAMOND FIELDS. (18, 165, 170, 185)
ad-signature: (Signed) W. H. CLAYTON, Colonial Architect. (765, 256, 910, 265)
column-1 (4, 28, 186, 1559)
table-row (921, 781, 1097, 790)
ad-subheading: HARBOUR STEAM COMPANY AGENTS. (936, 130, 1082, 139)
list-item: The Louise Cachemirette (556, 323, 634, 332)
